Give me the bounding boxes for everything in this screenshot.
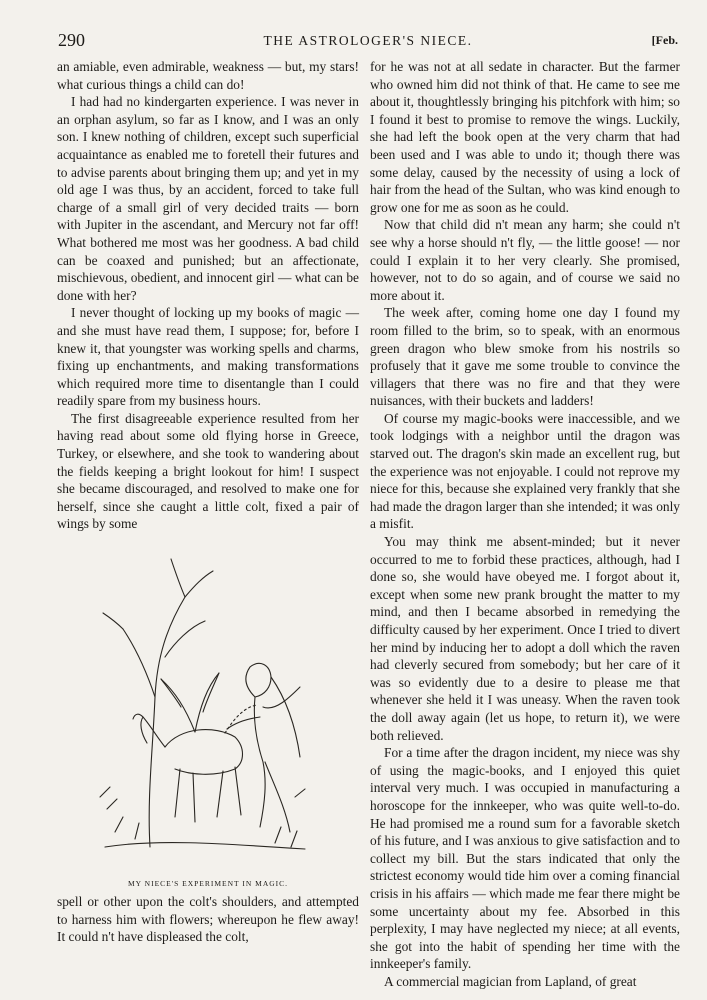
figure-caption: MY NIECE'S EXPERIMENT IN MAGIC. bbox=[127, 879, 289, 889]
illustration-figure bbox=[57, 547, 359, 887]
paragraph: Now that child did n't mean any harm; she could n't see why a horse should n't fly, — the little goose! — nor could I explain it to her very clearly. She promised, however, not to do so again, and of course we said no more about it. bbox=[370, 217, 680, 303]
winged-colt-illustration bbox=[95, 547, 315, 867]
paragraph: Of course my magic-books were inaccessible, and we took lodgings with a neighbor until the dragon was starved out. The dragon's skin made an excellent rug, but the experience was not enjoyable. I could not reprove my niece for this, because she explained very frankly that she had made the dragon larger than she intended; it was only a misfit. bbox=[370, 410, 680, 532]
running-header bbox=[58, 30, 678, 50]
paragraph: I had had no kindergarten experience. I was never in an orphan asylum, so far as I know, and I was an only son. I knew nothing of children, except such superficial acquaintance as enabled me to foretell their futures and to advise parents about bringing them up; and yet in my old age I was thus, by an accident, forced to take full charge of a small girl of very decided traits — born with Jupiter in the ascendant, and Mercury not far off! What bothered me most was her goodness. A bad child can be coaxed and punished; but an affectionate, mischievous, obedient, and innocent girl — what can be done with her? bbox=[57, 94, 359, 303]
right-column bbox=[370, 58, 680, 990]
left-column bbox=[57, 58, 359, 946]
paragraph: for he was not at all sedate in character. But the farmer who owned him did not think of that. He came to see me about it, thoughtlessly bringing his pitchfork with him; so I found it best to promise to remove the wings. Luckily, she had left the book open at the very charm that had been used and I was able to undo it; though there was some delay, caused by the necessity of using a lock of hair from the head of the Sultan, who was kind enough to grow one for me as soon as he could. bbox=[370, 59, 680, 215]
running-month: [Feb. bbox=[651, 33, 678, 47]
paragraph: For a time after the dragon incident, my niece was shy of using the magic-books, and I enjoyed this quiet interval very much. I was occupied in manufacturing a horoscope for the innkeeper, who was quite well-to-do. He had promised me a round sum for a favorable sketch of his future, and I was anxious to give satisfaction and to collect my bill. But the stars indicated that only the strictest economy would tide him over a coming financial crisis in his affairs — which made me fear there might be some uncertainty about my fee. Absorbed in this perplexity, I may have neglected my niece; at all events, she got into the habit of spending her time with the innkeeper's family. bbox=[370, 745, 680, 972]
paragraph: I never thought of locking up my books of magic — and she must have read them, I suppose; for, before I knew it, that youngster was working spells and charms, fixing up enchantments, and making transformations which required more time to disentangle than I could readily spare from my business hours. bbox=[57, 305, 359, 409]
running-title: THE ASTROLOGER'S NIECE. bbox=[263, 33, 473, 48]
paragraph: an amiable, even admirable, weakness — but, my stars! what curious things a child can do! bbox=[57, 59, 359, 92]
paragraph: The first disagreeable experience resulted from her having read about some old flying horse in Greece, Turkey, or elsewhere, and she took to wandering about the fields keeping a bright lookout for him! I suspect she became discouraged, and resolved to make one for herself, since she caught a little colt, fixed a pair of wings by some bbox=[57, 410, 359, 532]
paragraph: You may think me absent-minded; but it never occurred to me to forbid these practices, although, had I done so, she would have obeyed me. I forgot about it, except when some new prank brought the matter to my mind, and then I became absorbed in remedying the difficulty caused by her experiment. Once I tried to divert her mind by inducing her to adopt a doll which the raven had cleverly secured from somebody; but her care of it was so evidently due to a desire to please me that whenever she held it I was uneasy. When the raven took the doll away again (let us hope, to return it), we were both relieved. bbox=[370, 534, 680, 743]
paragraph: The week after, coming home one day I found my room filled to the brim, so to speak, with an enormous green dragon who blew smoke from his nostrils so profusely that it gave me some trouble to convince the villagers that there was no fire and that they were nuisances, with their buckets and ladders! bbox=[370, 305, 680, 409]
paragraph: spell or other upon the colt's shoulders, and attempted to harness him with flowers; whereupon he flew away! It could n't have displeased the colt, bbox=[57, 894, 359, 945]
page-number: 290 bbox=[58, 30, 85, 50]
paragraph: A commercial magician from Lapland, of great bbox=[384, 973, 637, 989]
